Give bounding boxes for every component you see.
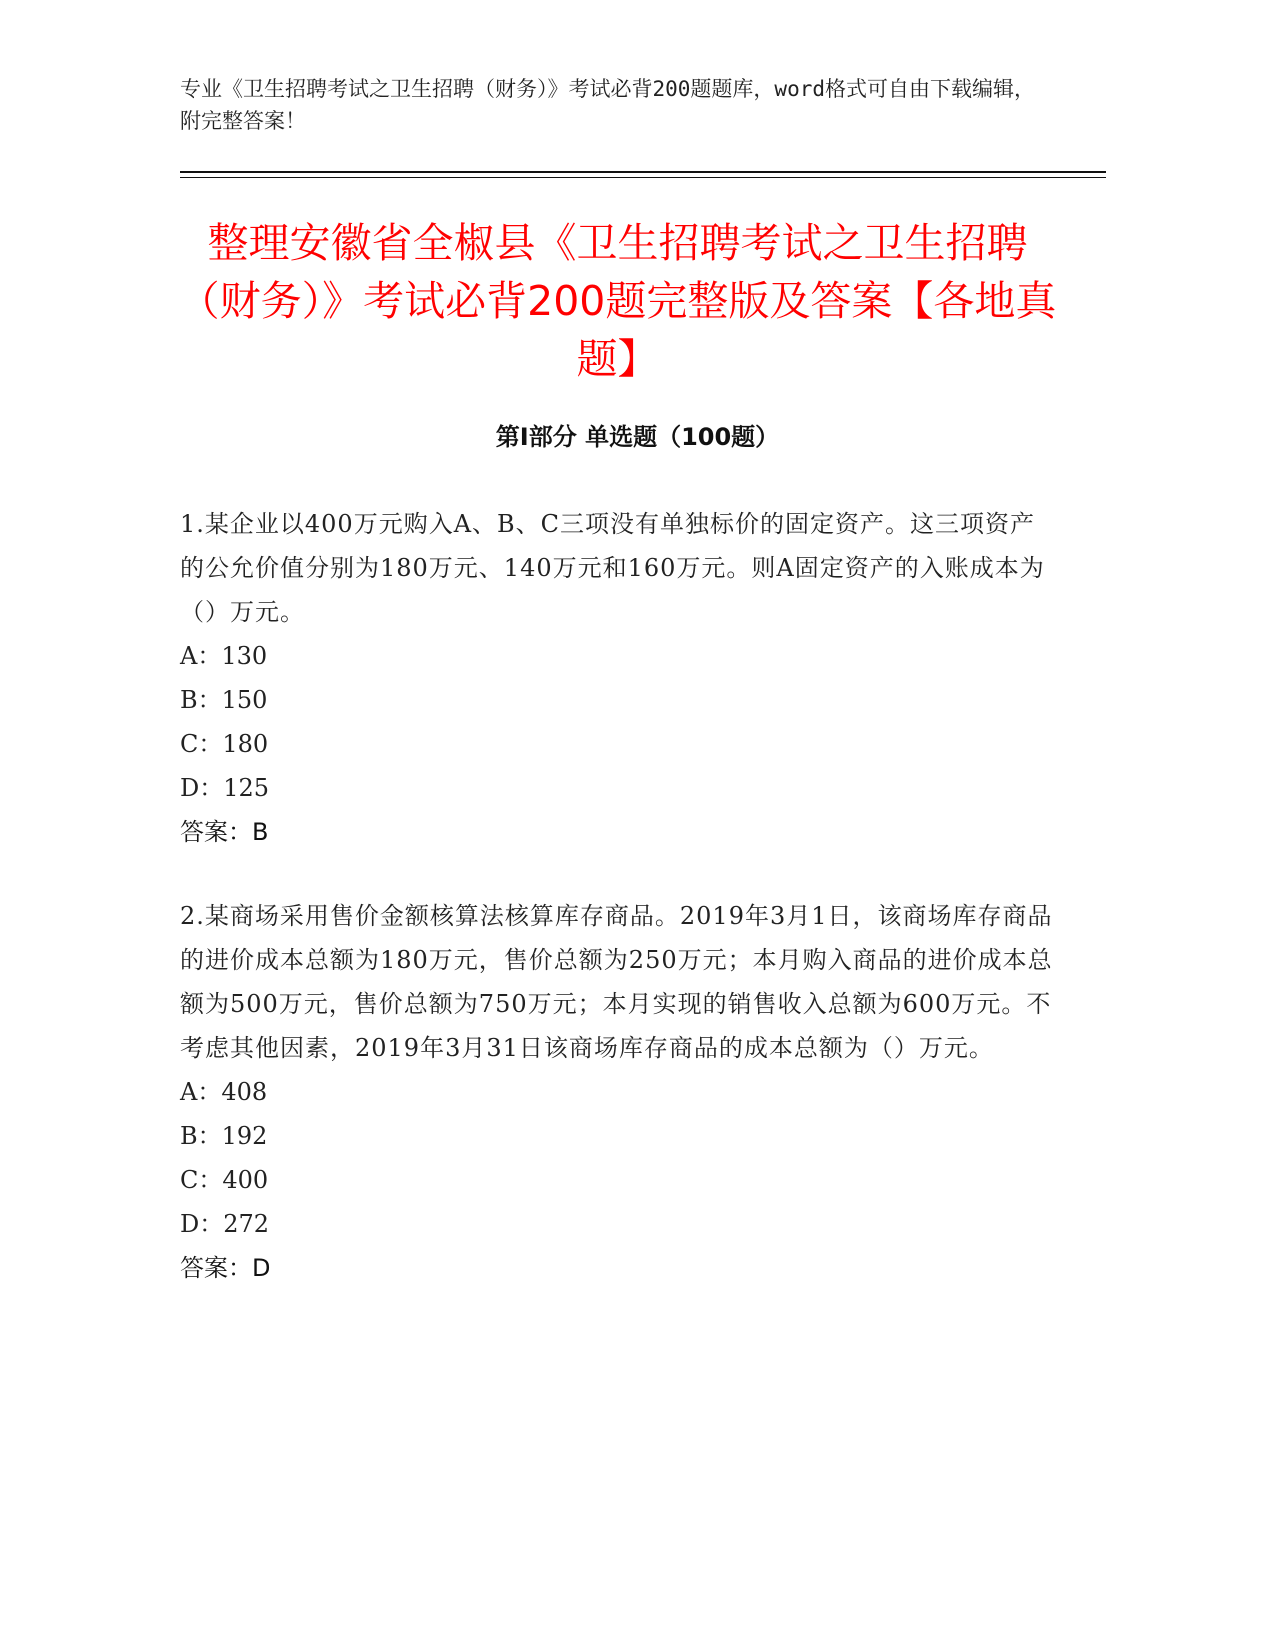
option-c: C：180	[180, 730, 269, 758]
option-c: C：400	[180, 1166, 269, 1194]
option-b: B：150	[180, 686, 268, 714]
question-stem: 2.某商场采用售价金额核算法核算库存商品。2019年3月1日，该商场库存商品的进价成本总额为180万元，售价总额为250万元；本月购入商品的进价成本总额为500万元，售价总额为750万元；本月实现的销售收入总额为600万元。不考虑其他因素，2019年3月31日该商场库存商品的成本总额为（）万元。	[180, 902, 1053, 1062]
header-note: 专业《卫生招聘考试之卫生招聘（财务）》考试必背200题题库，word格式可自由下载编辑，附完整答案！	[180, 77, 1035, 133]
option-b: B：192	[180, 1122, 268, 1150]
header-rule-thin	[180, 177, 1106, 178]
option-d: D：125	[180, 774, 270, 802]
answer-label: 答案：D	[180, 1254, 271, 1282]
option-a: A：130	[180, 642, 268, 670]
answer-label: 答案：B	[180, 818, 269, 846]
question-stem: 1.某企业以400万元购入A、B、C三项没有单独标价的固定资产。这三项资产的公允价值分别为180万元、140万元和160万元。则A固定资产的入账成本为（）万元。	[180, 510, 1045, 626]
question-2	[180, 894, 1060, 1290]
section-title: 第Ⅰ部分 单选题（100题）	[495, 423, 780, 451]
option-a: A：408	[180, 1078, 268, 1106]
header-rule-thick	[180, 171, 1106, 173]
document-title: 整理安徽省全椒县《卫生招聘考试之卫生招聘（财务）》考试必背200题完整版及答案【各地真题】	[178, 219, 1057, 383]
option-d: D：272	[180, 1210, 270, 1238]
question-1	[180, 502, 1060, 854]
